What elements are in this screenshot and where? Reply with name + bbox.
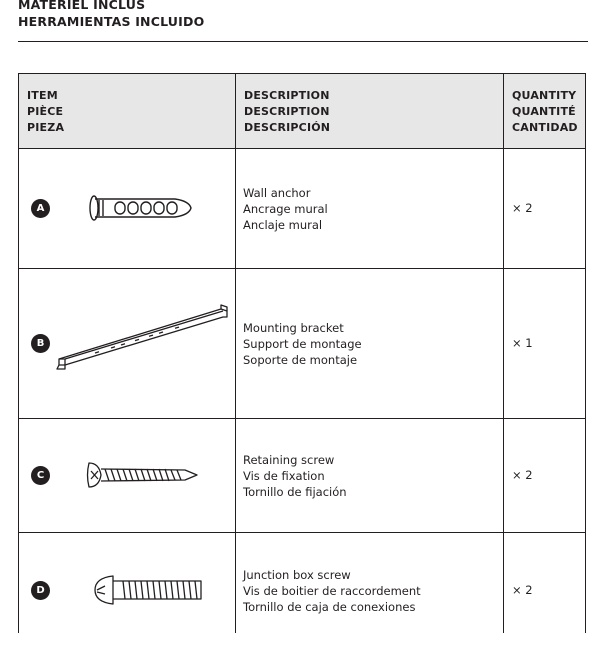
junction-box-screw-icon [91, 572, 205, 608]
description-cell: Junction box screw Vis de boitier de raccordement Tornillo de caja de conexiones [243, 568, 421, 614]
header-description: DESCRIPTION DESCRIPTION DESCRIPCIÓN [244, 89, 331, 134]
parts-table [18, 73, 586, 633]
heading-line-es: HERRAMIENTAS INCLUIDO [18, 14, 205, 29]
table-header [19, 74, 585, 149]
header-quantity: QUANTITY QUANTITÉ CANTIDAD [512, 89, 578, 134]
table-row [19, 149, 585, 269]
table-row [19, 269, 585, 419]
section-heading [18, 0, 204, 30]
item-letter-badge: C [31, 466, 50, 485]
heading-line-fr: MATERIEL INCLUS [18, 0, 146, 12]
mounting-bracket-icon [55, 303, 231, 373]
column-divider [235, 74, 236, 633]
header-item: ITEM PIÈCE PIEZA [27, 89, 65, 134]
heading-divider [18, 41, 588, 42]
item-letter-badge: A [31, 199, 50, 218]
description-cell: Mounting bracket Support de montage Soporte de montaje [243, 321, 362, 367]
item-letter-badge: D [31, 581, 50, 600]
description-cell: Retaining screw Vis de fixation Tornillo de fijación [243, 453, 347, 499]
quantity-cell: × 2 [512, 583, 533, 597]
table-row [19, 419, 585, 533]
column-divider [503, 74, 504, 633]
table-row [19, 533, 585, 653]
description-cell: Wall anchor Ancrage mural Anclaje mural [243, 186, 328, 232]
quantity-cell: × 2 [512, 201, 533, 215]
quantity-cell: × 2 [512, 468, 533, 482]
quantity-cell: × 1 [512, 336, 533, 350]
retaining-screw-icon [85, 459, 201, 491]
item-letter-badge: B [31, 334, 50, 353]
wall-anchor-icon [85, 191, 193, 225]
